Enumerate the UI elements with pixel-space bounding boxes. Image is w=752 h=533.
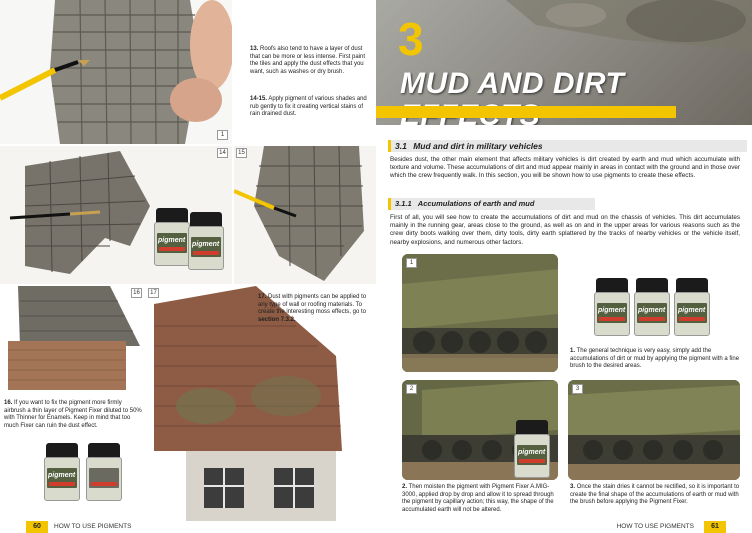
subsection-paragraph: First of all, you will see how to create the accumulations of dirt and mud on the chassis of vehicles. This dirt accumulates mainly in the running gear, areas close to the ground, as well as on and in the upper areas for various reasons such as the crew dirty boots walking over them, dirty tools, dirty earth splattered by the tracks of nearby vehicles or the vehicle itself, nearby explosions, and numerous other factors.: [390, 214, 740, 246]
caption-16-text: If you want to fix the pigment more firmly airbrush a thin layer of Pigment Fixer diluted to 50% with Thinner for Enamels. Keep in mind that too much Fixer can ruin the dust effect.: [4, 400, 142, 429]
photo-tank-3: [568, 380, 740, 480]
photo-tag-1: 1: [406, 258, 417, 268]
section-3-1-1-header: [388, 198, 595, 210]
photo-15: [234, 146, 376, 284]
photo-tank-2: [402, 380, 558, 480]
pigment-jar: pigment: [514, 420, 550, 478]
caption-3-number: 3.: [570, 484, 576, 490]
photo-tag-13: 1: [217, 130, 228, 140]
chapter-banner: [376, 0, 752, 125]
tank-chassis-illustration: [402, 254, 558, 372]
photo-16: [0, 286, 146, 390]
pigment-jar: pigment: [44, 443, 80, 501]
chapter-number: 3: [398, 13, 424, 65]
caption-2: [402, 484, 562, 514]
caption-1-text: The general technique is very easy, simply add the accumulations of dirt or mud by applying the pigment with a fine brush to the desired areas.: [570, 348, 740, 370]
photo-tag-15: 15: [236, 148, 247, 158]
caption-13-number: 13.: [250, 46, 259, 52]
photo-tag-17: 17: [148, 288, 159, 298]
tank-track-illustration: [568, 380, 740, 480]
caption-1: [570, 348, 742, 371]
banner-yellow-rule: [376, 106, 676, 118]
roof-closeup-illustration: [0, 0, 232, 144]
footer-title: HOW TO USE PIGMENTS: [54, 523, 132, 530]
intro-paragraph: Besides dust, the other main element that affects military vehicles is dirt created by earth and mud which accumulate with texture and volume. These accumulations of dirt and mud appear mainly in areas in contact with the ground and in those over which the crew frequently walk. In this section, you will be shown how to use pigments to create these effects.: [390, 156, 740, 180]
pigment-jar: pigment: [594, 278, 630, 336]
caption-2-number: 2.: [402, 484, 408, 490]
left-footer: [0, 521, 376, 533]
caption-1-number: 1.: [570, 348, 576, 354]
caption-3: [570, 484, 740, 507]
chapter-title: MUD AND DIRT: [400, 67, 625, 100]
pigment-jar: pigment: [154, 208, 190, 266]
photo-tag-2: 2: [406, 384, 417, 394]
pigment-jar: pigment: [674, 278, 710, 336]
caption-17: [258, 294, 370, 324]
photo-13: [0, 0, 232, 144]
section-3-1-header: [388, 140, 747, 152]
caption-14-15: [250, 96, 368, 119]
page-number: 60: [26, 521, 48, 533]
caption-14-15-text: Apply pigment of various shades and rub gently to fix it creating vertical stains of rain drained dust.: [250, 96, 367, 118]
caption-14-15-number: 14-15.: [250, 96, 268, 102]
photo-tag-16: 16: [131, 288, 142, 298]
caption-13-text: Roofs also tend to have a layer of dust that can be more or less intense. First paint the tiles and apply the dust effects that you want, such as washes or dry brush.: [250, 46, 366, 75]
photo-14: [0, 146, 232, 284]
caption-16: [4, 400, 142, 430]
caption-17-text: Dust with pigments can be applied to any type of wall or roofing materials. To create the interesting moss effects, go to: [258, 294, 367, 316]
brick-house-illustration: [0, 286, 146, 390]
right-page: [376, 0, 752, 533]
roof-brush-illustration: [234, 146, 376, 284]
caption-2-text: Then moisten the pigment with Pigment Fixer A.MIG-3000, applied drop by drop and allow it to spread through the pigment by capillary action; this way, the shape of the accumulated earth will not be altered.: [402, 484, 554, 513]
section-3-1-title: Mud and dirt in military vehicles: [413, 141, 543, 151]
caption-3-text: Once the stain dries it cannot be rectified, so it is important to create the final shape of the accumulations of earth or mud with the brush before applying the Pigment Fixer.: [570, 484, 740, 506]
photo-tag-3: 3: [572, 384, 583, 394]
right-footer: [376, 521, 752, 533]
caption-13: [250, 46, 368, 76]
pigment-fixer-jar: [86, 443, 122, 501]
photo-tank-1: [402, 254, 558, 372]
section-3-1-1-number: 3.1.1: [395, 199, 412, 208]
section-3-1-1-title: Accumulations of earth and mud: [417, 199, 535, 208]
photo-tag-14: 14: [217, 148, 228, 158]
caption-16-number: 16.: [4, 400, 13, 406]
pigment-jar: pigment: [188, 212, 224, 270]
page-number: 61: [704, 521, 726, 533]
pigment-jar: pigment: [634, 278, 670, 336]
footer-title: HOW TO USE PIGMENTS: [616, 523, 694, 530]
caption-17-link[interactable]: section 7.3.2.: [258, 316, 296, 323]
section-3-1-number: 3.1: [395, 141, 407, 151]
caption-17-number: 17.: [258, 294, 267, 300]
